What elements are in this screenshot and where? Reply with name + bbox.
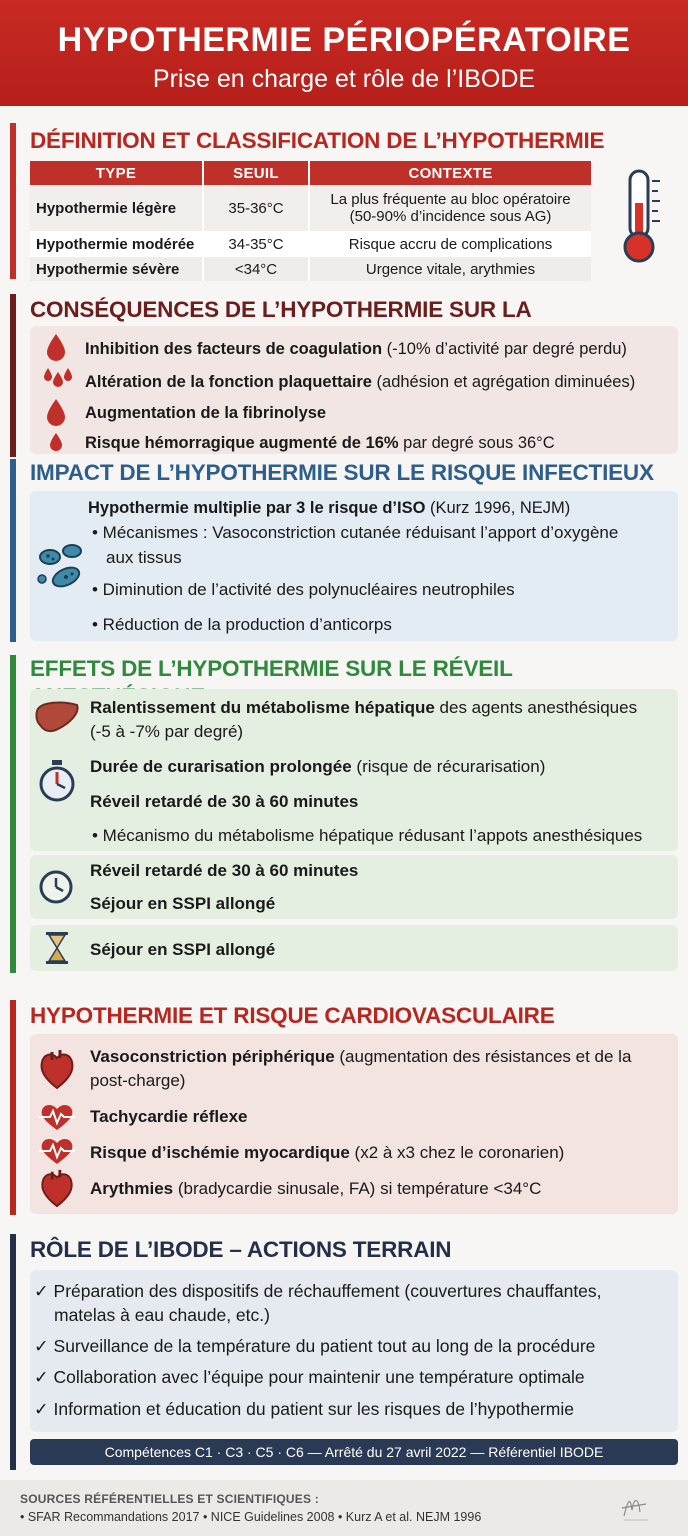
liver-icon — [34, 699, 80, 735]
section-title: IMPACT DE L’HYPOTHERMIE SUR LE RISQUE INFECTIEUX — [30, 460, 654, 485]
table-row: Hypothermie sévère <34°C Urgence vitale, arythmies — [30, 257, 591, 281]
blood-drop-icon — [44, 332, 68, 362]
section-role-ibode: RÔLE DE L’IBODE – ACTIONS TERRAIN ✓ Préparation des dispositifs de réchauffement (couvertures chauffantes, matelas à eau chaude, etc.) ✓ Surveillance de la température du patient tout au long de la procédure ✓ Collaboration avec l’équipe pour maintenir une température optimale ✓ Information et éducation du patient sur les risques de l’hypothermie — [10, 1234, 682, 1470]
blood-drops-icon — [42, 366, 74, 388]
blood-drop-icon — [44, 397, 68, 427]
sources-title: SOURCES RÉFÉRENTIELLES ET SCIENTIFIQUES : — [20, 1492, 319, 1506]
table-row: Hypothermie modérée 34-35°C Risque accru de complications — [30, 231, 591, 257]
sources-line: • SFAR Recommandations 2017 • NICE Guidelines 2008 • Kurz A et al. NEJM 1996 — [20, 1510, 482, 1524]
section-title: EFFETS DE L’HYPOTHERMIE SUR LE RÉVEIL — [30, 656, 513, 681]
heart-organ-icon — [38, 1048, 76, 1090]
sources-footer — [0, 1480, 688, 1536]
bacteria-icon — [36, 539, 88, 593]
section-title: DÉFINITION ET CLASSIFICATION DE L’HYPOTHERMIE — [30, 128, 605, 153]
section-title: CONSÉQUENCES DE L’HYPOTHERMIE SUR LA — [30, 297, 531, 322]
hourglass-icon — [44, 931, 70, 965]
col-header-type: TYPE — [30, 161, 203, 185]
signature-logo-icon — [616, 1490, 656, 1526]
stopwatch-icon — [38, 759, 76, 803]
classification-table — [30, 161, 591, 281]
clock-icon — [38, 869, 74, 905]
page-header — [0, 0, 688, 106]
table-row: Hypothermie légère 35-36°C La plus fréquente au bloc opératoire (50-90% d’incidence sous AG) — [30, 185, 591, 231]
section-coagulation: CONSÉQUENCES DE L’HYPOTHERMIE SUR LA Inhibition des facteurs de coagulation (-10% d’activité par degré perdu) Altération de la fonction plaquettaire (adhésion et agrégation diminuées) Augmentation de la fibrinolyse Risque hémorragique augmenté de 16% par degré sous 36°C — [10, 294, 682, 457]
page-subtitle: Prise en charge et rôle de l’IBODE — [152, 65, 536, 93]
section-infection: IMPACT DE L’HYPOTHERMIE SUR LE RISQUE INFECTIEUX Hypothermie multiplie par 3 le risque d’ISO (Kurz 1996, NEJM) • Mécanismes : Vasoconstriction cutanée réduisant l’apport d’oxygène aux tissus • Diminution de l’activité des polynucléaires neutrophiles • Réduction de la production d’anticorps — [10, 459, 682, 642]
page-title: HYPOTHERMIE PÉRIOPÉRATOIRE — [57, 21, 631, 59]
section-cardio: HYPOTHERMIE ET RISQUE CARDIOVASCULAIRE Vasoconstriction périphérique (augmentation des résistances et de la post-charge) Tachycardie réflexe Risque d’ischémie myocardique (x2 à x3 chez le coronarien) Arythmies (bradycardie sinusale, FA) si température <34°C — [10, 1000, 682, 1215]
section-title: HYPOTHERMIE ET RISQUE CARDIOVASCULAIRE — [30, 1003, 555, 1028]
col-header-seuil: SEUIL — [203, 161, 309, 185]
heartbeat-icon — [38, 1102, 76, 1132]
section-title: RÔLE DE L’IBODE – ACTIONS TERRAIN — [30, 1237, 452, 1262]
section-definition — [10, 123, 682, 279]
blood-drop-icon — [48, 432, 64, 452]
heart-organ-icon — [38, 1168, 76, 1208]
col-header-contexte: CONTEXTE — [309, 161, 591, 185]
section-reveil: EFFETS DE L’HYPOTHERMIE SUR LE RÉVEIL Ralentissement du métabolisme hépatique des agents anesthésiques (-5 à -7% par degré) Durée de curarisation prolongée (risque de récurarisation) Réveil retardé de 30 à 60 minutes • Mécanismo du métabolisme hépatique rédusant l’appots anesthésiques Réveil retardé de 30 à 60 minutes Séjour en SSPI allongé Séjour en SSPI allongé — [10, 655, 682, 973]
thermometer-icon — [616, 167, 670, 267]
heartbeat-icon — [38, 1136, 76, 1166]
competences-strip: Compétences C1 · C3 · C5 · C6 — Arrêté du 27 avril 2022 — Référentiel IBODE — [30, 1439, 678, 1465]
